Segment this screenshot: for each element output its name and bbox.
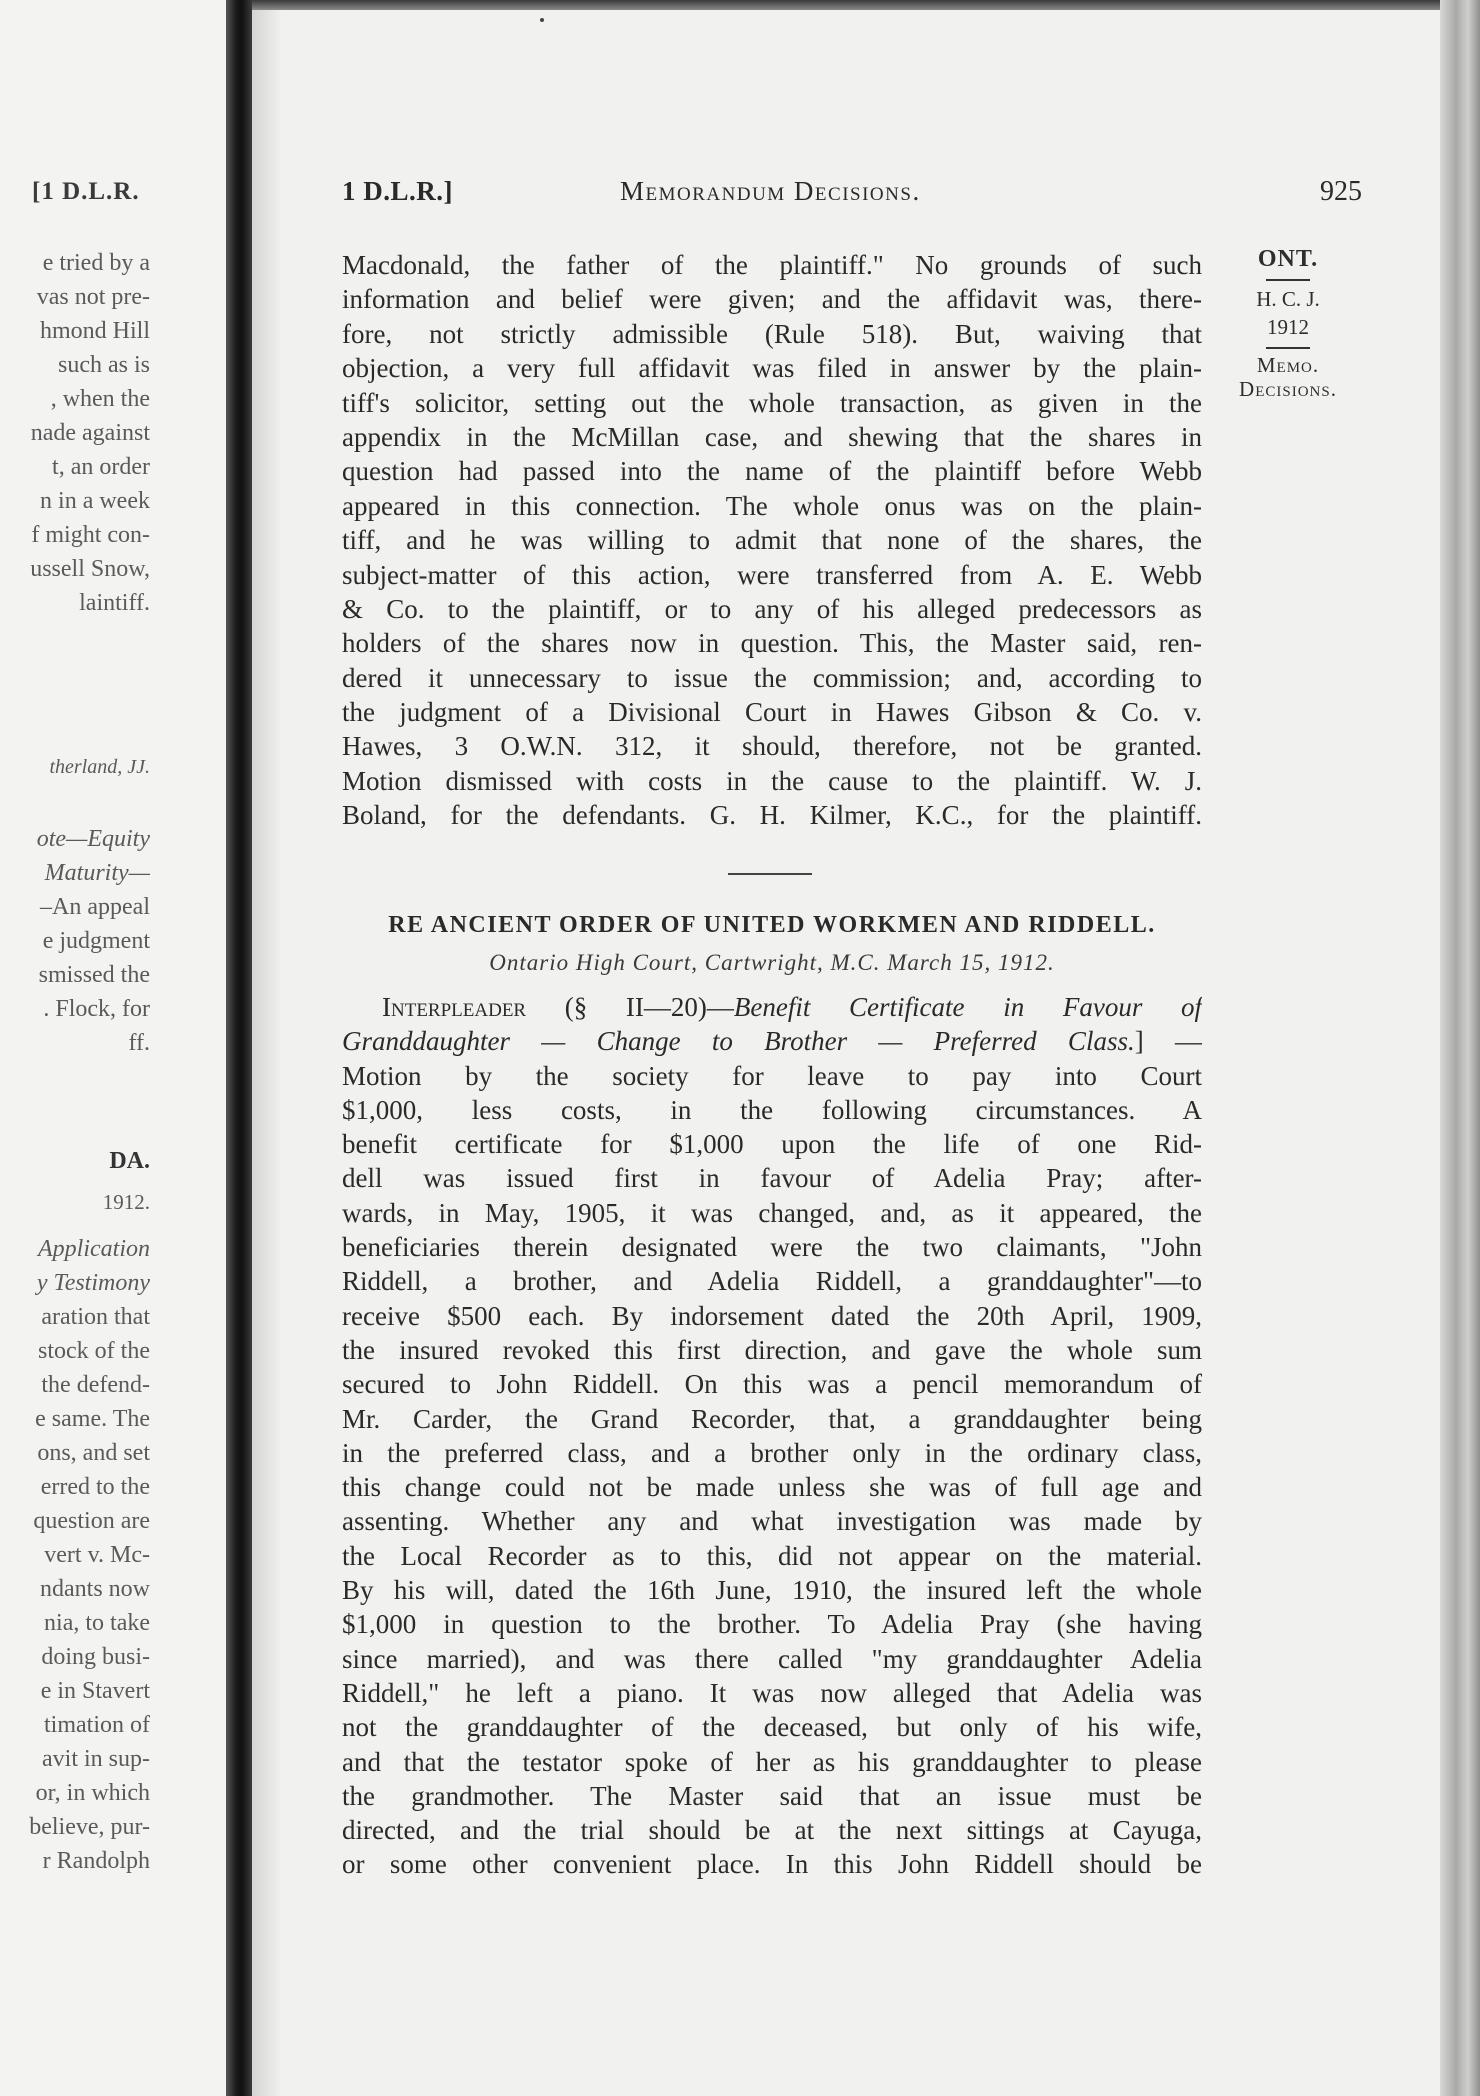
text-line: subject-matter of this action, were transferred from A. E. Webb: [342, 559, 1202, 590]
text-line: $1,000, less costs, in the following circumstances. A: [342, 1094, 1202, 1125]
text-line: or some other convenient place. In this John Riddell should be: [342, 1849, 1202, 1880]
headnote-label: Interpleader: [382, 992, 527, 1022]
left-text-line: nade against: [30, 420, 150, 446]
continuation-paragraph: [342, 248, 1202, 833]
left-text-line: believe, pur-: [29, 1814, 150, 1840]
case-body: [342, 990, 1202, 1882]
text-line: benefit certificate for $1,000 upon the life of one Rid-: [342, 1129, 1202, 1160]
left-text-line: t, an order: [52, 454, 150, 480]
page-number: 925: [1320, 176, 1362, 207]
note-divider: [1266, 347, 1310, 349]
text-line: dered it unnecessary to issue the commission; and, according to: [342, 662, 1202, 693]
text-line: $1,000 in question to the brother. To Adelia Pray (she having: [342, 1609, 1202, 1640]
left-text-line: y Testimony: [36, 1270, 150, 1296]
volume-reference: 1 D.L.R.]: [342, 176, 453, 206]
left-text-line: e judgment: [42, 928, 150, 954]
left-text-line: the defend-: [41, 1372, 150, 1398]
text-line: this change could not be made unless she was of full age and: [342, 1472, 1202, 1503]
left-text-line: smissed the: [38, 962, 150, 988]
left-text-line: e in Stavert: [40, 1678, 150, 1704]
section-divider: [728, 873, 812, 875]
left-page-fragment: [0, 0, 228, 2096]
left-text-line: such as is: [58, 352, 150, 378]
text-line: secured to John Riddell. On this was a pencil memorandum of: [342, 1369, 1202, 1400]
text-line: objection, a very full affidavit was filed in answer by the plain-: [342, 353, 1202, 384]
headnote-topic: Granddaughter — Change to Brother — Preferred Class.: [342, 1026, 1135, 1057]
left-text-line: erred to the: [40, 1474, 150, 1500]
text-line: directed, and the trial should be at the next sittings at Cayuga,: [342, 1815, 1202, 1846]
text-line: Boland, for the defendants. G. H. Kilmer, K.C., for the plaintiff.: [342, 800, 1202, 831]
text-line: Macdonald, the father of the plaintiff." No grounds of such: [342, 250, 1202, 280]
left-text-line: 1912.: [102, 1190, 150, 1214]
book-gutter: [226, 0, 252, 2096]
text-line: Riddell," he left a piano. It was now alleged that Adelia was: [342, 1677, 1202, 1708]
court-note: H. C. J.: [1256, 287, 1320, 311]
left-text-line: ussell Snow,: [30, 556, 150, 582]
gutter-shadow: [252, 0, 282, 2096]
text-line: the judgment of a Divisional Court in Hawes Gibson & Co. v.: [342, 697, 1202, 728]
text-line: since married), and was there called "my granddaughter Adelia: [342, 1643, 1202, 1674]
text-line: appeared in this connection. The whole onus was on the plain-: [342, 490, 1202, 521]
headnote-line: [342, 990, 1202, 1024]
left-text-line: therland, JJ.: [49, 756, 150, 778]
text-line: holders of the shares now in question. This, the Master said, ren-: [342, 628, 1202, 659]
left-text-line: doing busi-: [41, 1644, 150, 1670]
left-text-line: f might con-: [31, 522, 150, 548]
headnote-end: ] —: [1134, 1026, 1202, 1057]
text-line: the insured revoked this first direction, and gave the whole sum: [342, 1334, 1202, 1365]
text-line: not the granddaughter of the deceased, but only of his wife,: [342, 1712, 1202, 1743]
note-divider: [1266, 279, 1310, 281]
text-line: dell was issued first in favour of Adelia Pray; after-: [342, 1163, 1202, 1194]
left-text-line: , when the: [50, 386, 150, 412]
left-text-line: timation of: [44, 1712, 150, 1738]
left-text-line: DA.: [109, 1148, 150, 1174]
province-note: ONT.: [1257, 246, 1319, 272]
headnote-topic: Benefit Certificate in Favour of: [733, 992, 1202, 1022]
left-text-line: ff.: [128, 1030, 150, 1056]
case-title: RE ANCIENT ORDER OF UNITED WORKMEN AND RIDDELL.: [388, 912, 1156, 938]
year-note: 1912: [1267, 315, 1309, 339]
text-line: assenting. Whether any and what investigation was made by: [342, 1506, 1202, 1537]
text-line: Riddell, a brother, and Adelia Riddell, a granddaughter"—to: [342, 1266, 1202, 1297]
left-text-line: r Randolph: [42, 1848, 150, 1874]
headnote-line: [342, 1024, 1202, 1058]
page-right-edge: [1440, 0, 1480, 2096]
left-text-line: vert v. Mc-: [44, 1542, 150, 1568]
text-line: Hawes, 3 O.W.N. 312, it should, therefore, not be granted.: [342, 731, 1202, 762]
decisions-note: Decisions.: [1239, 377, 1337, 401]
text-line: fore, not strictly admissible (Rule 518). But, waiving that: [342, 318, 1202, 349]
left-text-line: or, in which: [35, 1780, 150, 1806]
text-line: Motion dismissed with costs in the cause to the plaintiff. W. J.: [342, 765, 1202, 796]
left-text-line: Maturity—: [44, 860, 150, 886]
left-text-line: stock of the: [38, 1338, 150, 1364]
text-line: in the preferred class, and a brother only in the ordinary class,: [342, 1437, 1202, 1468]
left-text-line: ote—Equity: [36, 826, 150, 852]
left-text-line: –An appeal: [40, 894, 150, 920]
left-text-line: e tried by a: [42, 250, 150, 276]
margin-notes: [1218, 246, 1358, 401]
text-line: Motion by the society for leave to pay into Court: [342, 1060, 1202, 1091]
text-line: information and belief were given; and the affidavit was, there-: [342, 284, 1202, 315]
court-and-date: Ontario High Court, Cartwright, M.C. March 15, 1912.: [489, 950, 1055, 975]
left-text-line: e same. The: [35, 1406, 150, 1432]
running-title: Memorandum Decisions.: [620, 176, 921, 206]
headnote-section: (§ II—20)—: [564, 992, 734, 1022]
text-line: & Co. to the plaintiff, or to any of his alleged predecessors as: [342, 593, 1202, 624]
left-text-line: . Flock, for: [43, 996, 150, 1022]
scan-speck: [540, 18, 544, 22]
left-text-line: avit in sup-: [42, 1746, 150, 1772]
text-line: beneficiaries therein designated were the two claimants, "John: [342, 1232, 1202, 1263]
left-text-line: nia, to take: [44, 1610, 150, 1636]
text-line: Mr. Carder, the Grand Recorder, that, a granddaughter being: [342, 1403, 1202, 1434]
text-line: wards, in May, 1905, it was changed, and, as it appeared, the: [342, 1197, 1202, 1228]
left-text-line: laintiff.: [79, 590, 150, 616]
text-line: and that the testator spoke of her as his granddaughter to please: [342, 1746, 1202, 1777]
left-text-line: ons, and set: [37, 1440, 150, 1466]
page-top-edge: [252, 0, 1480, 10]
left-text-line: Application: [38, 1236, 150, 1262]
left-text-line: ndants now: [40, 1576, 150, 1602]
left-text-line: question are: [33, 1508, 150, 1534]
text-line: receive $500 each. By indorsement dated the 20th April, 1909,: [342, 1300, 1202, 1331]
text-line: tiff, and he was willing to admit that none of the shares, the: [342, 525, 1202, 556]
memo-note: Memo.: [1256, 353, 1320, 377]
text-line: tiff's solicitor, setting out the whole transaction, as given in the: [342, 387, 1202, 418]
left-text-line: hmond Hill: [39, 318, 150, 344]
left-running-head: [1 D.L.R.: [32, 178, 140, 205]
left-text-line: n in a week: [40, 488, 150, 514]
text-line: the grandmother. The Master said that an issue must be: [342, 1780, 1202, 1811]
text-line: question had passed into the name of the plaintiff before Webb: [342, 456, 1202, 487]
left-text-line: vas not pre-: [36, 284, 150, 310]
left-text-line: aration that: [41, 1304, 150, 1330]
running-head: [342, 176, 1362, 216]
text-line: the Local Recorder as to this, did not appear on the material.: [342, 1540, 1202, 1571]
text-line: By his will, dated the 16th June, 1910, the insured left the whole: [342, 1575, 1202, 1606]
text-line: appendix in the McMillan case, and shewing that the shares in: [342, 421, 1202, 452]
